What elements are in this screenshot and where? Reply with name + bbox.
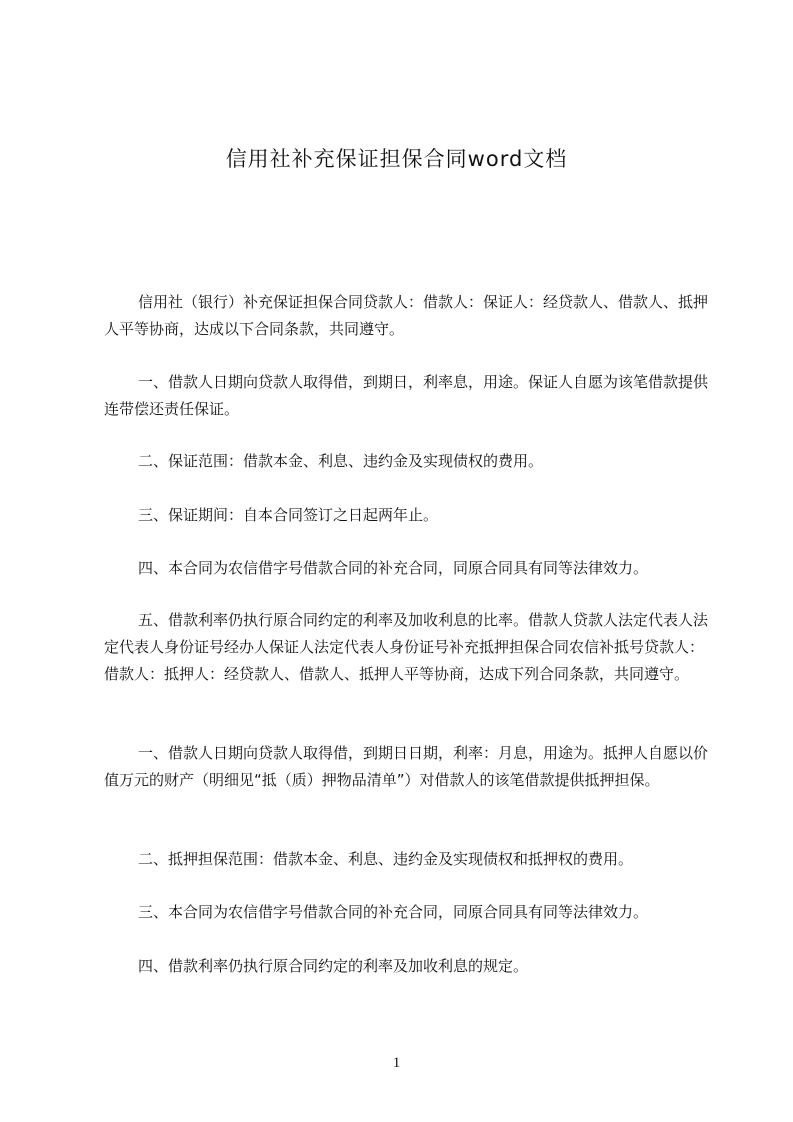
paragraph-intro: 信用社（银行）补充保证担保合同贷款人：借款人：保证人：经贷款人、借款人、抵押人平等协商，达成以下合同条款，共同遵守。 [104,293,709,338]
paragraph-clause-4: 四、本合同为农信借字号借款合同的补充合同，同原合同具有同等法律效力。 [138,559,649,577]
paragraph-mortgage-clause-3: 三、本合同为农信借字号借款合同的补充合同，同原合同具有同等法律效力。 [138,903,649,921]
paragraph-mortgage-clause-4: 四、借款利率仍执行原合同约定的利率及加收利息的规定。 [138,957,529,975]
page-number: 1 [392,1055,401,1071]
paragraph-clause-3: 三、保证期间：自本合同签订之日起两年止。 [138,506,439,524]
document-title: 信用社补充保证担保合同word文档 [225,147,568,171]
paragraph-mortgage-clause-1: 一、借款人日期向贷款人取得借，到期日日期，利率：月息，用途为。抵押人自愿以价值万元的财产（明细见“抵（质）押物品清单”）对借款人的该笔借款提供抵押担保。 [104,744,709,789]
paragraph-clause-1: 一、借款人日期向贷款人取得借，到期日，利率息，用途。保证人自愿为该笔借款提供连带偿还责任保证。 [104,373,709,418]
paragraph-clause-2: 二、保证范围：借款本金、利息、违约金及实现债权的费用。 [138,452,544,470]
paragraph-mortgage-clause-2: 二、抵押担保范围：借款本金、利息、违约金及实现债权和抵押权的费用。 [138,850,634,868]
paragraph-clause-5: 五、借款利率仍执行原合同约定的利率及加收利息的比率。借款人贷款人法定代表人法定代表人身份证号经办人保证人法定代表人身份证号补充抵押担保合同农信补抵号贷款人：借款人：抵押人：经贷款人、借款人、抵押人平等协商，达成下列合同条款，共同遵守。 [104,611,709,683]
